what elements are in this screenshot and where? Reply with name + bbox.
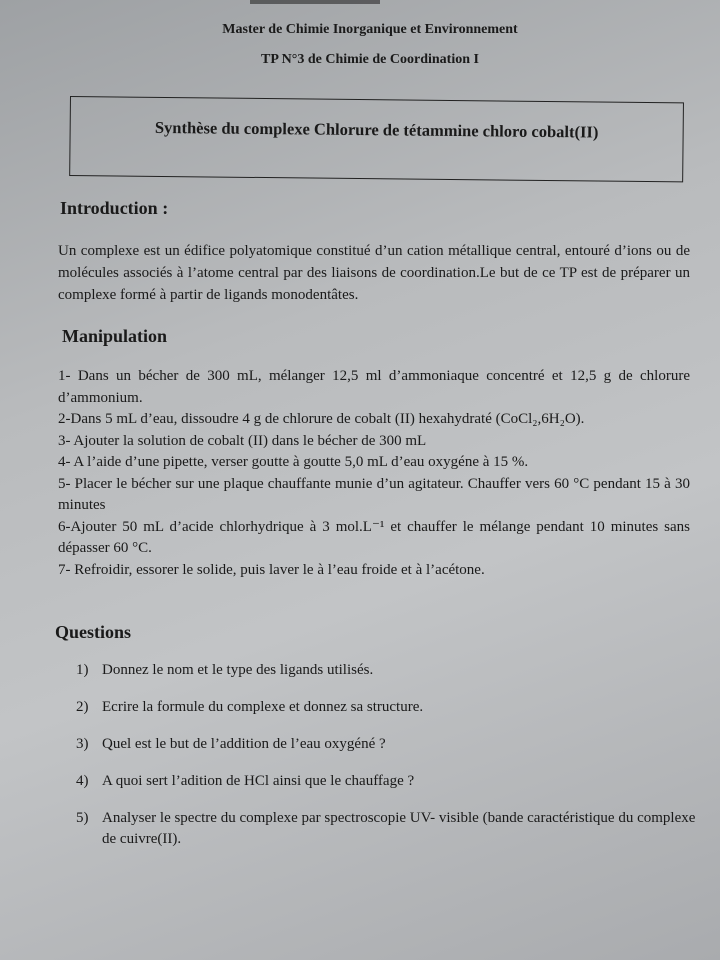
question-item [76, 734, 696, 755]
program-header: Master de Chimie Inorganique et Environnement [222, 22, 518, 37]
question-item [76, 697, 696, 718]
manipulation-step: 1- Dans un bécher de 300 mL, mélanger 12,5 ml d’ammoniaque concentré et 12,5 g de chlorure d’ammonium. [58, 368, 690, 406]
title-box [69, 96, 684, 182]
document-title: Synthèse du complexe Chlorure de tétammine chloro cobalt(II) [154, 117, 599, 142]
question-text: Donnez le nom et le type des ligands utilisés. [102, 662, 374, 678]
introduction-paragraph: Un complexe est un édifice polyatomique constitué d’un cation métallique central, entouré d’ions ou de molécules associés à l’atome central par des liaisons de coordination.Le but de ce TP est de préparer un complexe formé à partir de ligands monodentâtes. [58, 243, 690, 303]
manipulation-step: 7- Refroidir, essorer le solide, puis laver le à l’eau froide et à l’acétone. [58, 561, 485, 578]
questions-heading: Questions [55, 622, 132, 642]
question-number: 4) [76, 773, 89, 789]
manipulation-heading: Manipulation [62, 326, 168, 346]
manipulation-steps [58, 366, 690, 581]
questions-list [76, 660, 696, 866]
question-text: Analyser le spectre du complexe par spectroscopie UV- visible (bande caractéristique du complexe de cuivre(II). [102, 810, 696, 847]
introduction-heading: Introduction : [60, 198, 169, 218]
manipulation-step: 3- Ajouter la solution de cobalt (II) dans le bécher de 300 mL [58, 432, 427, 449]
question-number: 1) [76, 662, 89, 678]
question-text: A quoi sert l’adition de HCl ainsi que le chauffage ? [102, 773, 415, 789]
question-number: 3) [76, 736, 89, 752]
question-item [76, 808, 696, 850]
manipulation-step: 5- Placer le bécher sur une plaque chauffante munie d’un agitateur. Chauffer vers 60 °C pendant 15 à 30 minutes [58, 475, 690, 513]
manipulation-step: 2-Dans 5 mL d’eau, dissoudre 4 g de chlorure de cobalt (II) hexahydraté (CoCl₂,6H₂O). [58, 411, 585, 427]
course-header: TP N°3 de Chimie de Coordination I [261, 52, 479, 67]
question-item [76, 771, 696, 792]
question-number: 2) [76, 699, 89, 715]
question-text: Ecrire la formule du complexe et donnez sa structure. [102, 699, 424, 715]
top-edge-mark [250, 0, 380, 4]
question-number: 5) [76, 810, 89, 826]
manipulation-step: 4- A l’aide d’une pipette, verser goutte à goutte 5,0 mL d’eau oxygéne à 15 %. [58, 454, 529, 470]
question-text: Quel est le but de l’addition de l’eau oxygéné ? [102, 736, 386, 752]
question-item [76, 660, 696, 681]
manipulation-step: 6-Ajouter 50 mL d’acide chlorhydrique à 3 mol.L⁻¹ et chauffer le mélange pendant 10 minutes sans dépasser 60 °C. [58, 518, 690, 556]
